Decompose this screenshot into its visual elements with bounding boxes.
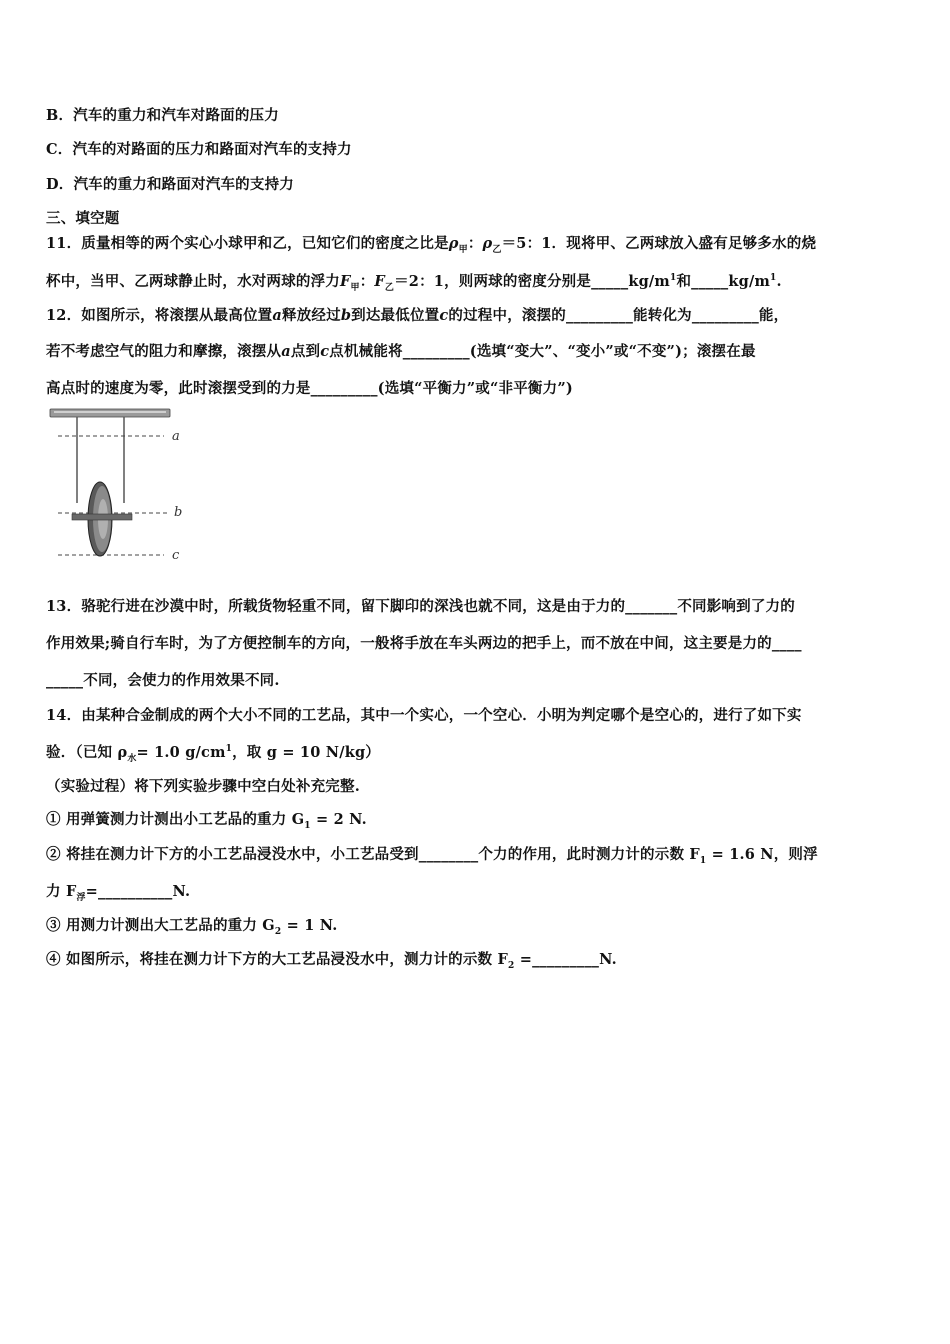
q11-line2: 杯中，当甲、乙两球静止时，水对两球的浮力$F_甲$：$F_乙=2$：1，则两球的密度分别是$\_\_\_\_\_kg/m^1$和$\_\_\_\_\_kg/m^1$. bbox=[46, 273, 782, 293]
q13-line2: 作用效果;骑自行车时，为了方便控制车的方向，一般将手放在车头两边的把手上，而不放在中间，这主要是力的____ bbox=[46, 635, 802, 652]
label-a: a bbox=[172, 429, 180, 444]
pendulum-figure bbox=[44, 403, 194, 568]
q14-line2: 验．（已知 $\rho_水= 1.0$ $g/cm^1$，取 g = 10 N/kg） bbox=[46, 744, 380, 764]
q13-line1: 13．骆驼行进在沙漠中时，所载货物轻重不同，留下脚印的深浅也就不同，这是由于力的_______不同影响到了力的 bbox=[46, 598, 795, 615]
q12-line1: 12．如图所示，将滚摆从最高位置a释放经过b到达最低位置c的过程中，滚摆的_________能转化为_________能， bbox=[46, 307, 789, 324]
q14-step2: ② 将挂在测力计下方的小工艺品浸没水中，小工艺品受到________个力的作用，此时测力计的示数 $F_1 = 1.6$ N，则浮 bbox=[46, 846, 818, 866]
q13-line3: _____不同，会使力的作用效果不同. bbox=[46, 672, 280, 689]
q14-line1: 14．由某种合金制成的两个大小不同的工艺品，其中一个实心，一个空心．小明为判定哪个是空心的，进行了如下实 bbox=[46, 707, 802, 724]
section-title: 三、填空题 bbox=[46, 210, 120, 227]
q12-line2: 若不考虑空气的阻力和摩擦，滚摆从a点到c点机械能将_________(选填“变大”、“变小”或“不变”)；滚摆在最 bbox=[46, 343, 756, 360]
option-c: C．汽车的对路面的压力和路面对汽车的支持力 bbox=[46, 141, 352, 158]
option-d: D．汽车的重力和路面对汽车的支持力 bbox=[46, 176, 294, 193]
q14-step1: ① 用弹簧测力计测出小工艺品的重力 $G_1 = 2$ N. bbox=[46, 811, 367, 831]
q14-step4: ④ 如图所示，将挂在测力计下方的大工艺品浸没水中，测力计的示数 $F_2$ =_________N. bbox=[46, 951, 617, 971]
q14-step2-cont: 力 $F_浮=\_\_\_\_\_\_\_\_\_\_N$. bbox=[46, 883, 191, 903]
q12-line3: 高点时的速度为零，此时滚摆受到的力是_________(选填“平衡力”或“非平衡力”) bbox=[46, 380, 573, 397]
option-b: B．汽车的重力和汽车对路面的压力 bbox=[46, 107, 279, 124]
q14-step3: ③ 用测力计测出大工艺品的重力 $G_2 = 1$ N. bbox=[46, 917, 338, 937]
label-b: b bbox=[174, 505, 183, 520]
q11-line1: 11．质量相等的两个实心小球甲和乙，已知它们的密度之比是$\rho_甲$：$\rho_乙=5$：1．现将甲、乙两球放入盛有足够多水的烧 bbox=[46, 235, 817, 255]
q14-line3: （实验过程）将下列实验步骤中空白处补充完整. bbox=[46, 778, 360, 795]
label-c: c bbox=[172, 548, 180, 563]
